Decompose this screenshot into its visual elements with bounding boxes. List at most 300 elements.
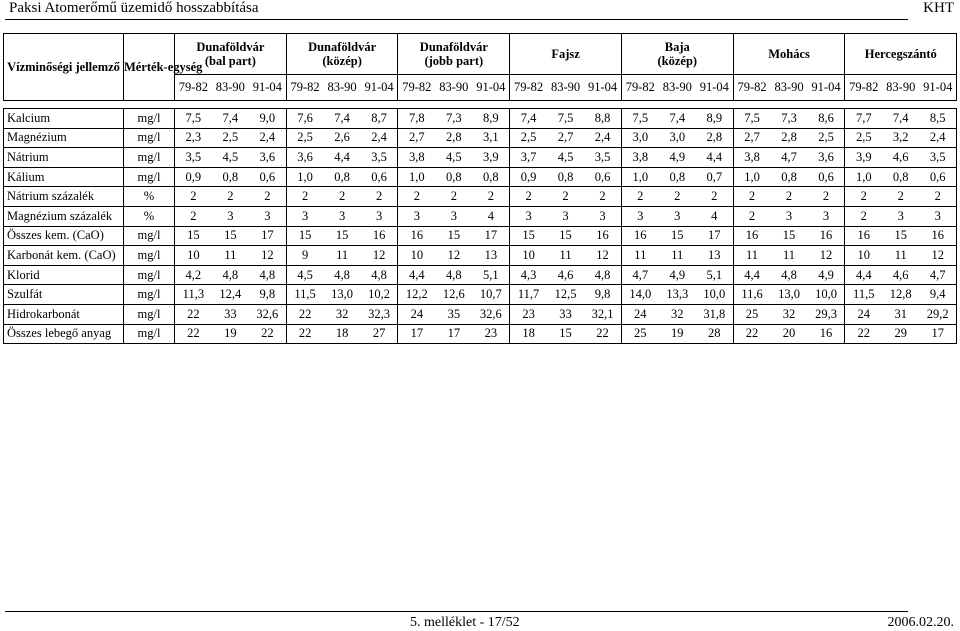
table-row	[4, 148, 957, 168]
value-cell: 2	[175, 206, 212, 226]
value-cell: 25	[621, 324, 658, 344]
value-cell: 8,6	[808, 109, 845, 129]
value-cell: 3,5	[175, 148, 212, 168]
period-header: 83-90	[212, 75, 249, 101]
value-cell: 10	[845, 246, 882, 266]
value-cell: 22	[249, 324, 286, 344]
value-cell: 17	[435, 324, 472, 344]
value-cell: 3	[919, 206, 956, 226]
value-cell: 3,6	[808, 148, 845, 168]
table-row	[4, 226, 957, 246]
value-cell: 3	[547, 206, 584, 226]
value-cell: 18	[323, 324, 360, 344]
table-row	[4, 206, 957, 226]
unit-cell: mg/l	[124, 324, 175, 344]
value-cell: 3	[435, 206, 472, 226]
value-cell: 7,7	[845, 109, 882, 129]
value-cell: 4,8	[435, 265, 472, 285]
value-cell: 15	[659, 226, 696, 246]
unit-cell: mg/l	[124, 109, 175, 129]
table-row	[4, 167, 957, 187]
value-cell: 3	[882, 206, 919, 226]
value-cell: 1,0	[286, 167, 323, 187]
value-cell: 17	[398, 324, 435, 344]
value-cell: 2	[919, 187, 956, 207]
parameter-name: Kalcium	[4, 109, 124, 129]
value-cell: 1,0	[621, 167, 658, 187]
value-cell: 4,3	[510, 265, 547, 285]
value-cell: 8,7	[361, 109, 398, 129]
value-cell: 4,4	[398, 265, 435, 285]
value-cell: 31	[882, 304, 919, 324]
value-cell: 8,5	[919, 109, 956, 129]
value-cell: 2,8	[770, 128, 807, 148]
value-cell: 2,8	[696, 128, 733, 148]
value-cell: 15	[547, 324, 584, 344]
value-cell: 2	[510, 187, 547, 207]
value-cell: 7,4	[323, 109, 360, 129]
value-cell: 11,7	[510, 285, 547, 305]
value-cell: 12,4	[212, 285, 249, 305]
value-cell: 15	[882, 226, 919, 246]
value-cell: 7,4	[212, 109, 249, 129]
value-cell: 7,3	[770, 109, 807, 129]
value-cell: 3,7	[510, 148, 547, 168]
value-cell: 33	[547, 304, 584, 324]
water-quality-table	[3, 33, 957, 344]
period-header: 79-82	[510, 75, 547, 101]
unit-column-header: Mérték-egység	[124, 34, 175, 101]
value-cell: 3,5	[919, 148, 956, 168]
unit-cell: mg/l	[124, 265, 175, 285]
value-cell: 3,2	[882, 128, 919, 148]
value-cell: 2,5	[845, 128, 882, 148]
value-cell: 29	[882, 324, 919, 344]
value-cell: 2,5	[510, 128, 547, 148]
value-cell: 12	[435, 246, 472, 266]
table-row	[4, 285, 957, 305]
value-cell: 15	[510, 226, 547, 246]
value-cell: 22	[175, 304, 212, 324]
value-cell: 12,5	[547, 285, 584, 305]
value-cell: 0,6	[361, 167, 398, 187]
value-cell: 16	[845, 226, 882, 246]
parameter-name: Magnézium százalék	[4, 206, 124, 226]
value-cell: 11	[659, 246, 696, 266]
value-cell: 23	[510, 304, 547, 324]
period-header: 83-90	[882, 75, 919, 101]
value-cell: 4,7	[919, 265, 956, 285]
value-cell: 2,8	[435, 128, 472, 148]
value-cell: 0,6	[249, 167, 286, 187]
value-cell: 31,8	[696, 304, 733, 324]
value-cell: 16	[621, 226, 658, 246]
value-cell: 2,7	[733, 128, 770, 148]
value-cell: 3,8	[621, 148, 658, 168]
value-cell: 3,9	[472, 148, 509, 168]
value-cell: 13,0	[323, 285, 360, 305]
station-header: Baja (közép)	[621, 34, 733, 75]
value-cell: 2,5	[286, 128, 323, 148]
period-header: 91-04	[919, 75, 956, 101]
value-cell: 11	[621, 246, 658, 266]
value-cell: 5,1	[472, 265, 509, 285]
value-cell: 3	[286, 206, 323, 226]
value-cell: 3,6	[249, 148, 286, 168]
value-cell: 3,9	[845, 148, 882, 168]
value-cell: 25	[733, 304, 770, 324]
value-cell: 0,8	[770, 167, 807, 187]
value-cell: 13,0	[770, 285, 807, 305]
value-cell: 28	[696, 324, 733, 344]
value-cell: 2	[323, 187, 360, 207]
value-cell: 32	[323, 304, 360, 324]
station-header: Dunaföldvár (jobb part)	[398, 34, 510, 75]
table-row	[4, 265, 957, 285]
period-header: 91-04	[361, 75, 398, 101]
value-cell: 13	[472, 246, 509, 266]
value-cell: 20	[770, 324, 807, 344]
value-cell: 32,6	[472, 304, 509, 324]
value-cell: 27	[361, 324, 398, 344]
value-cell: 4,5	[212, 148, 249, 168]
value-cell: 11	[733, 246, 770, 266]
value-cell: 3	[398, 206, 435, 226]
value-cell: 16	[808, 324, 845, 344]
unit-cell: mg/l	[124, 246, 175, 266]
period-header: 79-82	[845, 75, 882, 101]
value-cell: 7,5	[175, 109, 212, 129]
value-cell: 3	[249, 206, 286, 226]
value-cell: 2	[472, 187, 509, 207]
value-cell: 22	[733, 324, 770, 344]
value-cell: 4,2	[175, 265, 212, 285]
parameter-name: Klorid	[4, 265, 124, 285]
value-cell: 3,8	[398, 148, 435, 168]
value-cell: 0,8	[882, 167, 919, 187]
value-cell: 7,6	[286, 109, 323, 129]
table-row	[4, 246, 957, 266]
period-header: 79-82	[621, 75, 658, 101]
value-cell: 0,8	[435, 167, 472, 187]
value-cell: 19	[212, 324, 249, 344]
page-footer	[5, 611, 954, 630]
value-cell: 32	[659, 304, 696, 324]
value-cell: 16	[398, 226, 435, 246]
value-cell: 4,4	[696, 148, 733, 168]
value-cell: 10,2	[361, 285, 398, 305]
period-header: 91-04	[584, 75, 621, 101]
value-cell: 29,3	[808, 304, 845, 324]
value-cell: 4,4	[323, 148, 360, 168]
value-cell: 9,0	[249, 109, 286, 129]
value-cell: 11,3	[175, 285, 212, 305]
period-header: 91-04	[249, 75, 286, 101]
value-cell: 4	[696, 206, 733, 226]
value-cell: 2	[175, 187, 212, 207]
annex-label: 5. melléklet - 17/52	[410, 615, 520, 630]
parameter-name: Kálium	[4, 167, 124, 187]
value-cell: 2,4	[361, 128, 398, 148]
value-cell: 3	[621, 206, 658, 226]
unit-cell: %	[124, 206, 175, 226]
station-header: Dunaföldvár (bal part)	[175, 34, 287, 75]
value-cell: 13,3	[659, 285, 696, 305]
value-cell: 0,8	[547, 167, 584, 187]
value-cell: 15	[175, 226, 212, 246]
value-cell: 4,8	[361, 265, 398, 285]
value-cell: 11	[323, 246, 360, 266]
value-cell: 15	[286, 226, 323, 246]
value-cell: 0,8	[472, 167, 509, 187]
period-header: 79-82	[398, 75, 435, 101]
period-header: 91-04	[472, 75, 509, 101]
period-header: 83-90	[659, 75, 696, 101]
value-cell: 35	[435, 304, 472, 324]
station-header: Fajsz	[510, 34, 622, 75]
value-cell: 8,9	[696, 109, 733, 129]
value-cell: 32,6	[249, 304, 286, 324]
value-cell: 7,5	[621, 109, 658, 129]
parameter-name: Magnézium	[4, 128, 124, 148]
period-header: 79-82	[175, 75, 212, 101]
value-cell: 3,1	[472, 128, 509, 148]
value-cell: 2	[733, 206, 770, 226]
value-cell: 0,7	[696, 167, 733, 187]
value-cell: 24	[845, 304, 882, 324]
value-cell: 2	[212, 187, 249, 207]
value-cell: 32,3	[361, 304, 398, 324]
value-cell: 10	[398, 246, 435, 266]
value-cell: 3,6	[286, 148, 323, 168]
unit-cell: mg/l	[124, 226, 175, 246]
value-cell: 3,5	[584, 148, 621, 168]
period-header: 83-90	[770, 75, 807, 101]
value-cell: 2	[845, 206, 882, 226]
period-header: 91-04	[696, 75, 733, 101]
value-cell: 7,5	[733, 109, 770, 129]
value-cell: 2,4	[919, 128, 956, 148]
value-cell: 3,0	[621, 128, 658, 148]
value-cell: 3	[323, 206, 360, 226]
unit-cell: mg/l	[124, 148, 175, 168]
parameter-name: Nátrium	[4, 148, 124, 168]
value-cell: 12	[361, 246, 398, 266]
value-cell: 3	[212, 206, 249, 226]
value-cell: 4,7	[621, 265, 658, 285]
value-cell: 3,0	[659, 128, 696, 148]
value-cell: 7,3	[435, 109, 472, 129]
value-cell: 17	[249, 226, 286, 246]
period-header: 83-90	[547, 75, 584, 101]
value-cell: 2	[808, 187, 845, 207]
value-cell: 14,0	[621, 285, 658, 305]
value-cell: 17	[472, 226, 509, 246]
parameter-name: Szulfát	[4, 285, 124, 305]
value-cell: 4,5	[435, 148, 472, 168]
value-cell: 2,5	[808, 128, 845, 148]
footer-date: 2006.02.20.	[887, 615, 954, 630]
value-cell: 0,9	[510, 167, 547, 187]
station-header-row	[4, 34, 957, 75]
value-cell: 1,0	[733, 167, 770, 187]
page-header	[5, 0, 954, 20]
value-cell: 8,8	[584, 109, 621, 129]
value-cell: 2	[435, 187, 472, 207]
value-cell: 4,6	[882, 148, 919, 168]
value-cell: 16	[361, 226, 398, 246]
value-cell: 2,3	[175, 128, 212, 148]
value-cell: 2	[696, 187, 733, 207]
value-cell: 12	[584, 246, 621, 266]
value-cell: 16	[808, 226, 845, 246]
value-cell: 3	[808, 206, 845, 226]
value-cell: 2,6	[323, 128, 360, 148]
value-cell: 22	[584, 324, 621, 344]
value-cell: 2	[249, 187, 286, 207]
value-cell: 4,5	[286, 265, 323, 285]
unit-cell: mg/l	[124, 128, 175, 148]
value-cell: 4,8	[249, 265, 286, 285]
unit-cell: mg/l	[124, 167, 175, 187]
value-cell: 15	[323, 226, 360, 246]
value-cell: 22	[845, 324, 882, 344]
parameter-name: Összes kem. (CaO)	[4, 226, 124, 246]
value-cell: 3	[361, 206, 398, 226]
period-header: 83-90	[323, 75, 360, 101]
value-cell: 16	[919, 226, 956, 246]
period-header: 83-90	[435, 75, 472, 101]
table-row	[4, 187, 957, 207]
header-spacer	[4, 101, 957, 109]
value-cell: 11,5	[845, 285, 882, 305]
table-row	[4, 109, 957, 129]
parameter-name: Összes lebegő anyag	[4, 324, 124, 344]
value-cell: 4,7	[770, 148, 807, 168]
value-cell: 7,4	[510, 109, 547, 129]
value-cell: 3,5	[361, 148, 398, 168]
value-cell: 2,7	[547, 128, 584, 148]
table-row	[4, 128, 957, 148]
value-cell: 3	[770, 206, 807, 226]
value-cell: 3	[659, 206, 696, 226]
value-cell: 24	[398, 304, 435, 324]
value-cell: 7,5	[547, 109, 584, 129]
station-header: Dunaföldvár (közép)	[286, 34, 398, 75]
value-cell: 2,4	[584, 128, 621, 148]
value-cell: 1,0	[398, 167, 435, 187]
value-cell: 2	[770, 187, 807, 207]
value-cell: 0,6	[808, 167, 845, 187]
value-cell: 4,4	[733, 265, 770, 285]
value-cell: 12	[808, 246, 845, 266]
value-cell: 15	[547, 226, 584, 246]
value-cell: 4,9	[808, 265, 845, 285]
value-cell: 11	[547, 246, 584, 266]
station-header: Hercegszántó	[845, 34, 957, 75]
value-cell: 2	[733, 187, 770, 207]
value-cell: 4,9	[659, 148, 696, 168]
value-cell: 7,8	[398, 109, 435, 129]
organization-label: KHT	[923, 0, 954, 16]
value-cell: 4,6	[547, 265, 584, 285]
station-header: Mohács	[733, 34, 845, 75]
value-cell: 2	[398, 187, 435, 207]
value-cell: 2	[882, 187, 919, 207]
value-cell: 9	[286, 246, 323, 266]
value-cell: 11,5	[286, 285, 323, 305]
value-cell: 19	[659, 324, 696, 344]
document-title: Paksi Atomerőmű üzemidő hosszabbítása	[9, 0, 259, 16]
value-cell: 4,8	[323, 265, 360, 285]
period-header: 79-82	[733, 75, 770, 101]
value-cell: 4,6	[882, 265, 919, 285]
value-cell: 9,4	[919, 285, 956, 305]
value-cell: 4,4	[845, 265, 882, 285]
value-cell: 13	[696, 246, 733, 266]
value-cell: 16	[733, 226, 770, 246]
value-cell: 12,2	[398, 285, 435, 305]
value-cell: 29,2	[919, 304, 956, 324]
value-cell: 0,8	[212, 167, 249, 187]
value-cell: 2,7	[398, 128, 435, 148]
value-cell: 18	[510, 324, 547, 344]
value-cell: 17	[696, 226, 733, 246]
value-cell: 2	[361, 187, 398, 207]
value-cell: 2	[584, 187, 621, 207]
value-cell: 22	[175, 324, 212, 344]
value-cell: 22	[286, 324, 323, 344]
parameter-name: Nátrium százalék	[4, 187, 124, 207]
value-cell: 2	[659, 187, 696, 207]
value-cell: 2,5	[212, 128, 249, 148]
value-cell: 0,6	[919, 167, 956, 187]
value-cell: 15	[212, 226, 249, 246]
unit-cell: %	[124, 187, 175, 207]
value-cell: 22	[286, 304, 323, 324]
value-cell: 2	[286, 187, 323, 207]
value-cell: 15	[770, 226, 807, 246]
value-cell: 11,6	[733, 285, 770, 305]
value-cell: 8,9	[472, 109, 509, 129]
value-cell: 10,7	[472, 285, 509, 305]
value-cell: 10	[175, 246, 212, 266]
value-cell: 10,0	[696, 285, 733, 305]
value-cell: 10,0	[808, 285, 845, 305]
value-cell: 11	[770, 246, 807, 266]
value-cell: 2,4	[249, 128, 286, 148]
value-cell: 11	[212, 246, 249, 266]
value-cell: 15	[435, 226, 472, 246]
value-cell: 2	[845, 187, 882, 207]
value-cell: 4	[472, 206, 509, 226]
parameter-name: Hidrokarbonát	[4, 304, 124, 324]
value-cell: 3,8	[733, 148, 770, 168]
value-cell: 0,8	[323, 167, 360, 187]
value-cell: 2	[547, 187, 584, 207]
unit-cell: mg/l	[124, 304, 175, 324]
value-cell: 3	[510, 206, 547, 226]
table-row	[4, 324, 957, 344]
value-cell: 4,8	[212, 265, 249, 285]
unit-cell: mg/l	[124, 285, 175, 305]
value-cell: 3	[584, 206, 621, 226]
value-cell: 11	[882, 246, 919, 266]
value-cell: 0,8	[659, 167, 696, 187]
value-cell: 23	[472, 324, 509, 344]
value-cell: 4,9	[659, 265, 696, 285]
value-cell: 32,1	[584, 304, 621, 324]
